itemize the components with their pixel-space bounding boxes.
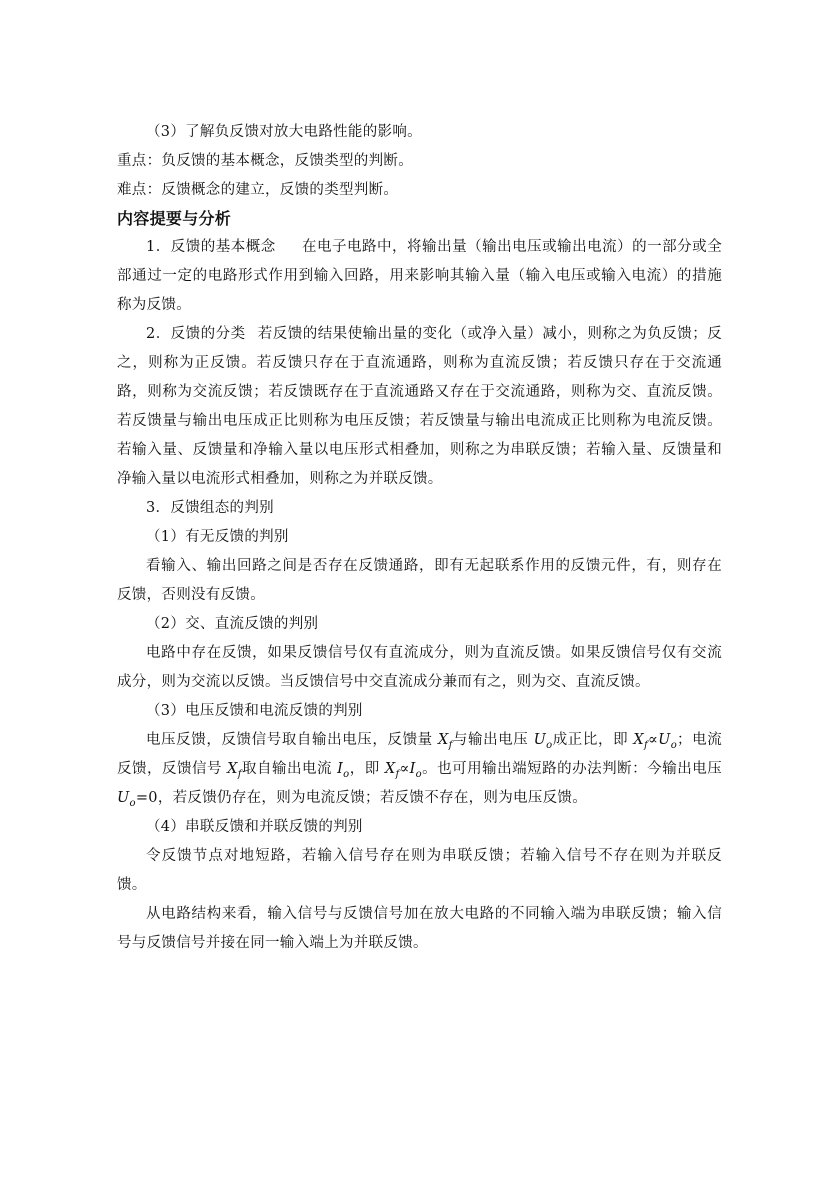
sub4-body-1: 令反馈节点对地短路，若输入信号存在则为串联反馈；若输入信号不存在则为并联反馈。 <box>117 848 722 893</box>
symbol-i: I <box>337 761 344 777</box>
classification-body: 若反馈的结果使输出量的变化（或净入量）减小，则称之为负反馈；反之，则称为正反馈。若反馈只存在于直流通路，则称为直流反馈；若反馈只存在于交流通路，则称为交流反馈；若反馈既存在于直流通路又存在于交流通路，则称为交、直流反馈。若反馈量与输出电压成正比则称为电压反馈；若反馈量与输出电流成正比则称为电流反馈。若输入量、反馈量和净输入量以电压形式相叠加，则称之为串联反馈；若输入量、反馈量和净输入量以电流形式相叠加，则称之为并联反馈。 <box>117 326 722 487</box>
subscript-o: o <box>670 739 678 751</box>
symbol-x: X <box>437 732 449 748</box>
sub2-body: 电路中存在反馈，如果反馈信号仅有直流成分，则为直流反馈。如果反馈信号仅有交流成分，则为交流以反馈。当反馈信号中交直流成分兼而有之，则为交、直流反馈。 <box>117 645 722 690</box>
section-title: 内容提要与分析 <box>117 209 232 228</box>
text-run: 电压反馈，反馈信号取自输出电压，反馈量 <box>146 732 438 748</box>
proportional-symbol: ∝ <box>399 761 410 777</box>
text-run: 成正比，即 <box>552 732 634 748</box>
symbol-u: U <box>117 790 130 806</box>
sub3-title: （3）电压反馈和电流反馈的判别 <box>146 703 363 719</box>
subscript-o: o <box>129 797 136 809</box>
document-page <box>117 118 722 958</box>
symbol-x: X <box>227 761 238 777</box>
text-run: 与输出电压 <box>452 732 534 748</box>
proportional-symbol: ∝ <box>648 732 659 748</box>
symbol-x: X <box>384 761 396 777</box>
subscript-f: f <box>644 739 649 751</box>
judgment-title: 3．反馈组态的判别 <box>146 500 274 516</box>
subscript-o: o <box>546 739 553 751</box>
text-run: ；电流反馈，反馈信号 <box>117 732 722 777</box>
sub2-title: （2）交、直流反馈的判别 <box>146 616 319 632</box>
symbol-u: U <box>533 732 547 748</box>
subscript-f: f <box>448 739 453 751</box>
sub3-body <box>117 726 722 813</box>
paragraph-concept <box>117 233 722 320</box>
concept-body: 在电子电路中，将输出量（输出电压或输出电流）的一部分或全部通过一定的电路形式作用到输入回路，用来影响其输入量（输入电压或输入电流）的措施称为反馈。 <box>117 239 722 313</box>
text-run: 。也可用输出端短路的办法判断：今输出电压 <box>421 761 722 777</box>
concept-lead: 1．反馈的基本概念 <box>146 239 276 255</box>
sub1-body: 看输入、输出回路之间是否存在反馈通路，即有无起联系作用的反馈元件，有，则存在反馈，否则没有反馈。 <box>117 558 722 603</box>
difficulties: 难点：反馈概念的建立，反馈的类型判断。 <box>117 182 399 198</box>
symbol-i: I <box>409 761 416 777</box>
objective-item-3: （3）了解负反馈对放大电路性能的影响。 <box>146 124 422 140</box>
symbol-u: U <box>658 732 671 748</box>
text-run: 取自输出电流 <box>241 761 338 777</box>
text-run: =0，若反馈仍存在，则为电流反馈；若反馈不存在，则为电压反馈。 <box>135 790 588 806</box>
classification-lead: 2．反馈的分类 <box>146 326 246 342</box>
subscript-f: f <box>395 768 400 780</box>
symbol-x: X <box>633 732 645 748</box>
text-run: ，即 <box>349 761 385 777</box>
key-points: 重点：负反馈的基本概念，反馈类型的判断。 <box>117 153 413 169</box>
subscript-o: o <box>415 768 422 780</box>
paragraph-classification <box>117 320 722 494</box>
sub4-title: （4）串联反馈和并联反馈的判别 <box>146 819 363 835</box>
sub1-title: （1）有无反馈的判别 <box>146 529 289 545</box>
subscript-f: f <box>237 768 242 780</box>
subscript-o: o <box>343 768 350 780</box>
sub4-body-2: 从电路结构来看，输入信号与反馈信号加在放大电路的不同输入端为串联反馈；输入信号与反馈信号并接在同一输入端上为并联反馈。 <box>117 906 722 951</box>
